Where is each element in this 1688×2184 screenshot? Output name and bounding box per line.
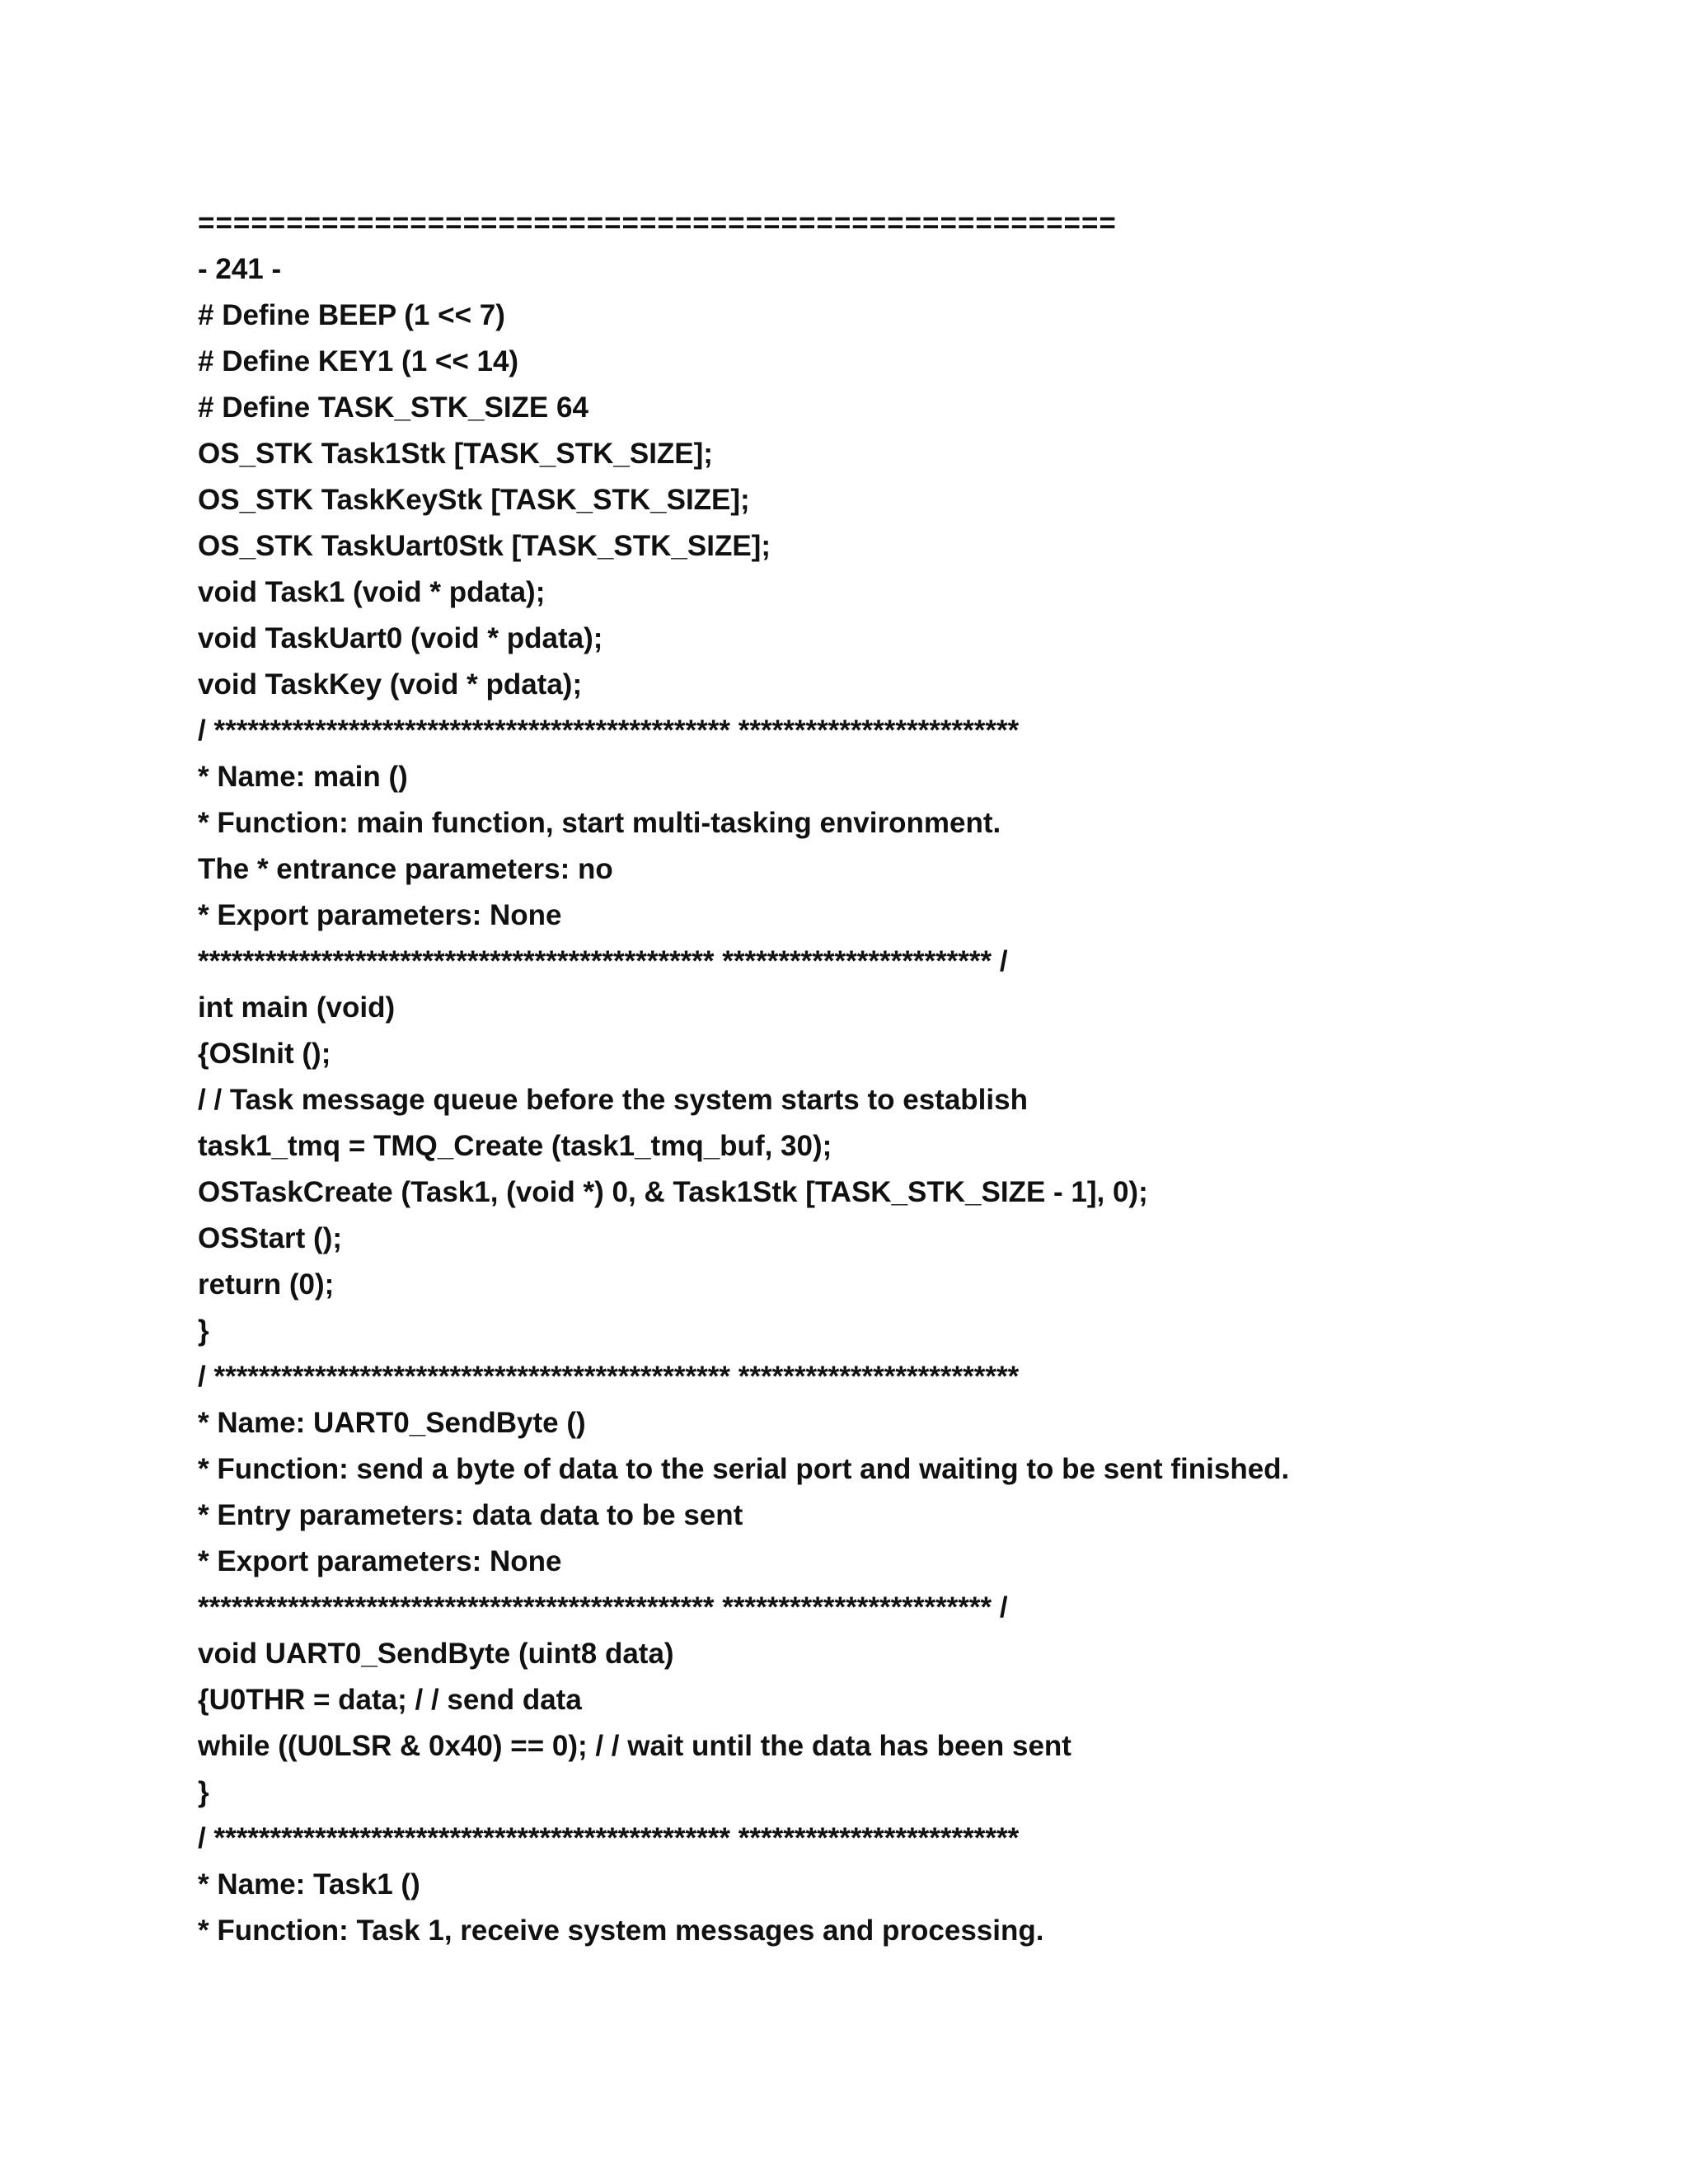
comment-line: * Function: Task 1, receive system messages and processing. (198, 1915, 1044, 1947)
code-line: void UART0_SendByte (uint8 data) (198, 1638, 674, 1670)
code-line: void Task1 (void * pdata); (198, 576, 546, 608)
code-line: OSStart (); (198, 1222, 342, 1254)
comment-border-line: ********************************************** ************************ / (198, 1591, 1008, 1624)
code-line: return (0); (198, 1268, 335, 1301)
code-line: OS_STK Task1Stk [TASK_STK_SIZE]; (198, 438, 713, 470)
comment-line: * Export parameters: None (198, 1545, 562, 1577)
page-number: - 241 - (198, 253, 282, 285)
comment-line: * Export parameters: None (198, 899, 562, 931)
code-line: void TaskKey (void * pdata); (198, 668, 583, 701)
code-line: {OSInit (); (198, 1038, 331, 1070)
comment-line: * Name: main () (198, 761, 408, 793)
code-line: # Define KEY1 (1 << 14) (198, 345, 519, 377)
code-listing (198, 200, 1533, 1954)
comment-line: * Name: UART0_SendByte () (198, 1407, 586, 1439)
code-line: task1_tmq = TMQ_Create (task1_tmq_buf, 30); (198, 1130, 832, 1162)
code-line: {U0THR = data; / / send data (198, 1684, 582, 1716)
code-line: OSTaskCreate (Task1, (void *) 0, & Task1Stk [TASK_STK_SIZE - 1], 0); (198, 1176, 1148, 1208)
code-line: OS_STK TaskKeyStk [TASK_STK_SIZE]; (198, 484, 750, 516)
comment-line: The * entrance parameters: no (198, 853, 613, 885)
comment-border-line: ********************************************** ************************ / (198, 945, 1008, 977)
code-line: } (198, 1315, 209, 1347)
comment-line: * Function: main function, start multi-tasking environment. (198, 807, 1001, 839)
code-line: while ((U0LSR & 0x40) == 0); / / wait until the data has been sent (198, 1730, 1071, 1762)
comment-line: * Name: Task1 () (198, 1868, 420, 1900)
code-line: OS_STK TaskUart0Stk [TASK_STK_SIZE]; (198, 530, 771, 562)
comment-border-line: / ********************************************** ************************* (198, 715, 1020, 747)
comment-border-line: / ********************************************** ************************* (198, 1361, 1020, 1393)
code-line: int main (void) (198, 991, 396, 1024)
code-comment-line: / / Task message queue before the system starts to establish (198, 1084, 1028, 1116)
comment-line: * Entry parameters: data data to be sent (198, 1499, 743, 1531)
code-line: void TaskUart0 (void * pdata); (198, 622, 603, 654)
separator-rule: ==================================================== (198, 207, 1117, 239)
code-line: } (198, 1776, 209, 1808)
code-line: # Define TASK_STK_SIZE 64 (198, 391, 588, 424)
code-line: # Define BEEP (1 << 7) (198, 299, 505, 331)
comment-line: * Function: send a byte of data to the serial port and waiting to be sent finished. (198, 1453, 1290, 1485)
comment-border-line: / ********************************************** ************************* (198, 1822, 1020, 1854)
